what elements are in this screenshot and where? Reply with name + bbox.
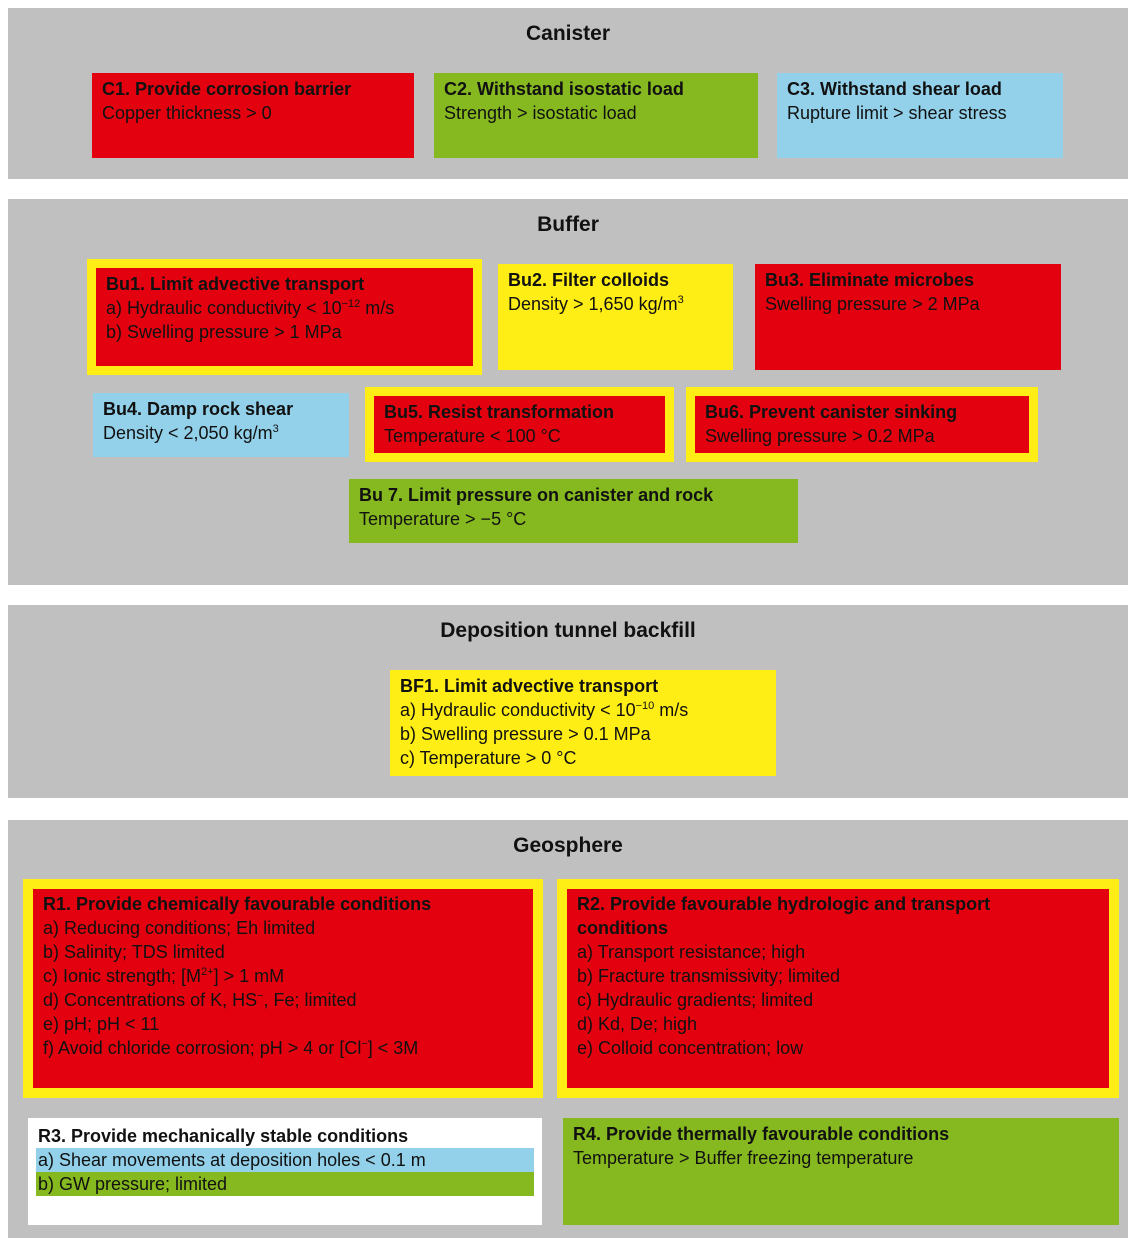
r3-criterion-a: a) Shear movements at deposition holes < 0.1 m <box>36 1148 534 1172</box>
r4-criterion: Temperature > Buffer freezing temperature <box>573 1148 914 1168</box>
canister-title: Canister <box>525 22 611 45</box>
c3-title: C3. Withstand shear load <box>787 79 1002 99</box>
bu3-box <box>755 264 1061 370</box>
bu1-criterion-a: a) Hydraulic conductivity < $10^{-12}$ m/s <box>106 298 395 318</box>
r2-criterion-e: e) Colloid concentration; low <box>577 1038 804 1058</box>
bu6-title: Bu6. Prevent canister sinking <box>705 402 958 422</box>
bu2-box <box>498 264 733 370</box>
bu4-box <box>93 393 349 457</box>
c1-title: C1. Provide corrosion barrier <box>102 79 352 99</box>
bu4-criterion: Density < 2,050 $kg/m^3$ <box>103 423 279 443</box>
backfill-title: Deposition tunnel backfill <box>440 619 696 642</box>
r1-criterion-c: c) Ionic strength; $[M^{2+}] > 1$ mM <box>43 966 285 986</box>
bu6-criterion: Swelling pressure > 0.2 MPa <box>705 426 935 446</box>
c1-criterion: Copper thickness > 0 <box>102 103 272 123</box>
bu1-criterion-b: b) Swelling pressure > 1 MPa <box>106 322 342 342</box>
c2-box <box>434 73 758 158</box>
r3-criterion-b: b) GW pressure; limited <box>36 1172 534 1196</box>
bf1-criterion-b: b) Swelling pressure > 0.1 MPa <box>400 724 651 744</box>
r1-criterion-a: a) Reducing conditions; Eh limited <box>43 918 316 938</box>
c3-box <box>777 73 1063 158</box>
bu5-box <box>374 396 665 453</box>
bu3-title: Bu3. Eliminate microbes <box>765 270 975 290</box>
r2-criterion-c: c) Hydraulic gradients; limited <box>577 990 814 1010</box>
r1-criterion-f: f) Avoid chloride corrosion; pH > 4 or [Cl−] < 3M <box>43 1038 419 1058</box>
r2-criterion-d: d) Kd, De; high <box>577 1014 698 1034</box>
r2-title: R2. Provide favourable hydrologic and transport conditions <box>577 894 991 938</box>
bu2-criterion: Density > 1,650 $kg/m^3$ <box>508 294 684 314</box>
bu2-title: Bu2. Filter colloids <box>508 270 670 290</box>
r4-title: R4. Provide thermally favourable conditions <box>573 1124 950 1144</box>
buffer-section <box>8 199 1128 585</box>
bu3-criterion: Swelling pressure > 2 MPa <box>765 294 980 314</box>
c1-box <box>92 73 414 158</box>
bf1-title: BF1. Limit advective transport <box>400 676 659 696</box>
bu1-title: Bu1. Limit advective transport <box>106 274 365 294</box>
bu6-box <box>695 396 1029 453</box>
bu5-criterion: Temperature < 100 °C <box>384 426 561 446</box>
r2-criterion-a: a) Transport resistance; high <box>577 942 806 962</box>
geosphere-section <box>8 820 1128 1238</box>
buffer-title: Buffer <box>537 213 599 236</box>
r4-box <box>563 1118 1119 1225</box>
r1-box <box>33 889 533 1088</box>
r1-criterion-e: e) pH; pH < 11 <box>43 1014 160 1034</box>
backfill-section <box>8 605 1128 798</box>
r3-box <box>28 1118 542 1225</box>
bf1-box <box>390 670 776 776</box>
r1-criterion-d: d) Concentrations of K, HS−, Fe; limited <box>43 990 357 1010</box>
r1-title: R1. Provide chemically favourable conditions <box>43 894 432 914</box>
bu7-criterion: Temperature > −5 °C <box>359 509 527 529</box>
c2-title: C2. Withstand isostatic load <box>444 79 684 99</box>
bu1-box <box>96 268 473 366</box>
bu7-box <box>349 479 798 543</box>
r2-box <box>567 889 1109 1088</box>
canister-section <box>8 8 1128 179</box>
r1-criterion-b: b) Salinity; TDS limited <box>43 942 225 962</box>
bf1-criterion-a: a) Hydraulic conductivity < $10^{-10}$ m/s <box>400 700 689 720</box>
c2-criterion: Strength > isostatic load <box>444 103 637 123</box>
r2-criterion-b: b) Fracture transmissivity; limited <box>577 966 841 986</box>
bu5-title: Bu5. Resist transformation <box>384 402 615 422</box>
r3-title: R3. Provide mechanically stable conditions <box>38 1126 409 1146</box>
bu4-title: Bu4. Damp rock shear <box>103 399 294 419</box>
bf1-criterion-c: c) Temperature > 0 °C <box>400 748 577 768</box>
geosphere-title: Geosphere <box>513 834 623 857</box>
c3-criterion: Rupture limit > shear stress <box>787 103 1007 123</box>
bu7-title: Bu 7. Limit pressure on canister and rock <box>359 485 714 505</box>
